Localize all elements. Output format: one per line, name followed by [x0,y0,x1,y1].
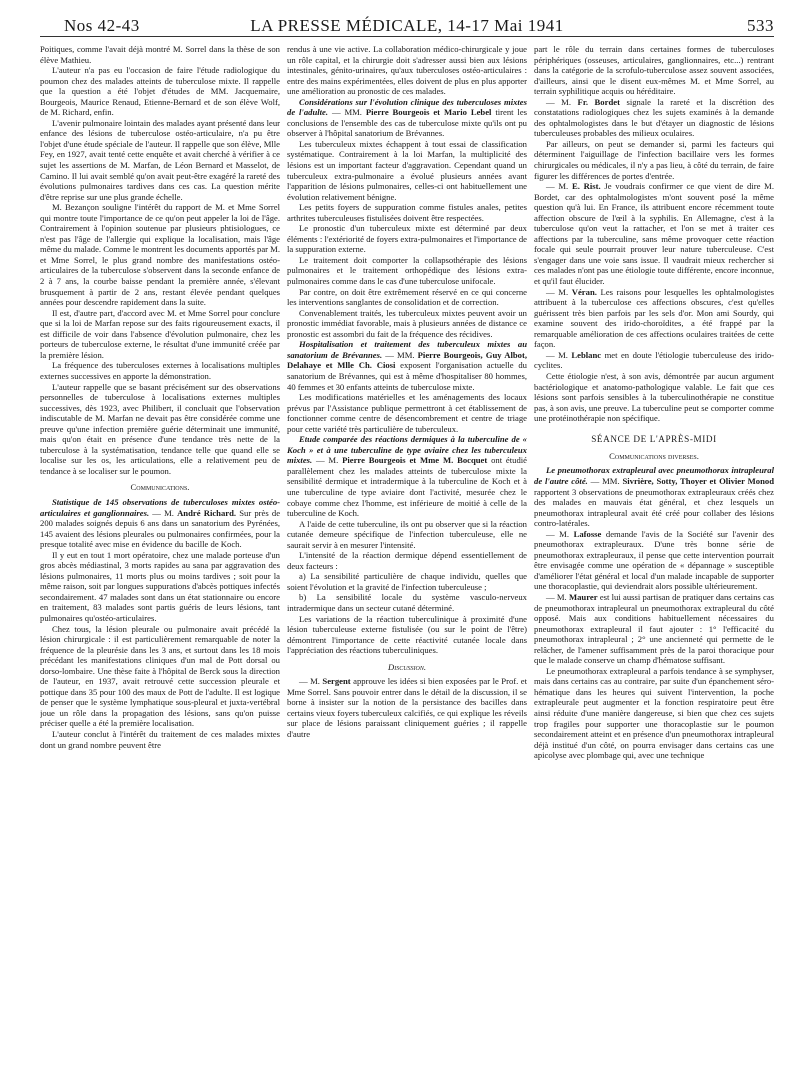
body-paragraph: Poitiques, comme l'avait déjà montré M. Sorrel dans la thèse de son élève Mathieu. [40,44,280,65]
speaker-prefix: — M. [546,349,572,360]
speaker-prefix: — M. [546,96,578,107]
body-paragraph: Les variations de la réaction tuberculinique à proximité d'une lésion tuberculeuse externe fistulisée (ou sur le point de l'être) démontrent l'importance de cette réactivité cutanée locale dans l'appréciation des réactions tuberculiniques. [287,613,527,656]
communication-paragraph [534,529,774,592]
speaker-prefix: — M. [152,507,178,518]
body-paragraph: Le traitement doit comporter la collapsothérapie des lésions pulmonaires et le traitement orthopédique des lésions extra-pulmonaires comme dans le cas d'une tuberculose unifocale. [287,254,527,287]
paragraph-text: exposent l'organisation actuelle du sanatorium de Brévannes, qui est à même d'hospitaliser 80 hommes, 40 femmes et 30 enfants atteints de tuberculose mixte. [287,360,527,392]
author-names: Sivrière, Sotty, Thoyer et Olivier Monod [622,476,774,486]
body-paragraph: b) La sensibilité locale du système vasculo-nerveux intradermique dans un secteur cutané déterminé. [287,592,527,613]
speaker-prefix: — MM. [385,349,418,360]
speaker-prefix: — MM. [331,107,366,118]
page-header [40,16,774,42]
paragraph-text: Sur près de 200 malades soignés depuis 6 ans dans un sanatorium des Pyrénées, 145 avaient des lésions pleurales ou pulmonaires confirmées, pour la presque totalité avec mise en évidence du bacille de Koch. [40,507,280,550]
paragraph-text: Les raisons pour lesquelles les ophtalmologistes attribuent à la tuberculose ces affections obscures, c'est qu'elles guérissent très bien parfois par les sels d'or. Mon ami Sourdy, qui examine souvent des irido-choroïdites, a été frappé par la remarquable amélioration de ces affections oculaires traitées de cette façon. [534,286,774,350]
communication-paragraph [534,350,774,371]
communication-title: Statistique de 145 observations de tuberculoses mixtes ostéo-articulaires et ganglionnaires. [40,496,280,518]
author-names: Véran. [571,286,597,297]
communication-title: Hospitalisation et traitement des tuberculeux mixtes au sanatorium de Brévannes. [287,339,527,360]
section-heading: Discussion. [387,661,427,672]
communication-paragraph [287,434,527,518]
body-paragraph: Convenablement traités, les tuberculeux mixtes peuvent avoir un pronostic immédiat favorable, mais à plusieurs années de distance ce pronostic est assombri du fait de la fréquence des récidives. [287,307,527,339]
speaker-prefix: — M. [546,528,574,539]
body-paragraph: L'auteur rappelle que se basant précisément sur des observations personnelles de tuberculose à localisations externes multiples successives, dès 1923, avec Philibert, il concluait que l'observation indiscutable de M. Marfan ne devait pas être considérée comme une preuve qu'une infection première guérie déterminait une immunité, mais qu'on était en présence d'une tendance très nette de la tuberculose à la systématisation, tendance telle que quand elle se localise sur les os, les articulations, elle a relativement peu de tendance à se localiser sur le poumon. [40,381,280,476]
author-names: Pierre Bourgeois et Mme M. Bocquet [342,455,488,466]
communication-title: Le pneumothorax extrapleural avec pneumothorax intrapleural de l'autre côté. [534,465,774,486]
speaker-prefix: — M. [546,592,569,603]
author-names: Fr. Bordet [577,96,620,107]
body-paragraph: Le pronostic d'un tuberculeux mixte est déterminé par deux éléments : l'extériorité de foyers extra-pulmonaires et l'importance de la suppuration externe. [287,223,527,255]
section-heading: Communications. [130,482,190,493]
column-1 [40,44,280,1074]
author-names: Pierre Bourgeois, Guy Albot, Delahaye et Mlle Ch. Ciosi [287,349,527,371]
paragraph-text: tirent les conclusions de l'ensemble des cas de tuberculose mixte qu'ils ont pu observer à l'hôpital sanatorium de Brévannes. [287,107,527,139]
communication-paragraph [40,497,280,550]
communication-paragraph [534,181,774,286]
session-heading: SÉANCE DE L'APRÈS-MIDI [591,433,717,444]
body-paragraph: Le pneumothorax extrapleural a parfois tendance à se symphyser, mais dans certains cas au contraire, par suite d'un épanchement séro-hématique dans les heures qui suivent l'intervention, la poche extrapleurale peut augmenter et la fonction respiratoire peut être ainsi réduite d'une manière dangereuse, si bien que chez ces sujets trop fragiles pour supporter une thoracoplastie sur le poumon secondairement atteint et en présence d'un pneumothorax intrapleural déjà institué d'un côté, on pourra envisager dans certains cas une apicolyse avec plombage qui, avec une technique [534,665,774,761]
body-paragraph: L'avenir pulmonaire lointain des malades ayant présenté dans leur enfance des lésions de tuberculose ostéo-articulaire, n'a pu être l'objet d'une étude spéciale de l'auteur. Il rappelle que son élève, Mlle Fey, en 1927, avait tenté cette enquête et avait cherché à vérifier à ce sujet les assertions de M. Marfan, de Léon Bernard et Masselot, de Camino. Il lui avait semblé qu'on avait peut-être exagéré la rareté des évolutions pulmonaires tardives dans ces cas. La question mérite d'être reprise sur une plus grande échelle. [40,117,280,202]
body-paragraph: Les tuberculeux mixtes échappent à tout essai de classification systématique. Contrairement à la loi Marfan, la multiplicité des lésions est un important facteur d'aggravation. Cependant quand un tuberculeux extra-pulmonaire a évolué plusieurs années avant l'apparition de lésions pulmonaires, celles-ci ont habituellement une évolution relativement bénigne. [287,138,527,202]
communication-paragraph [534,592,774,666]
author-names: Sergent [322,676,351,687]
communication-paragraph [287,97,527,139]
body-paragraph: a) La sensibilité particulière de chaque individu, quelles que soient l'évolution et la gravité de l'infection tuberculeuse ; [287,571,527,592]
communication-paragraph [287,339,527,392]
body-paragraph: L'intensité de la réaction dermique dépend essentiellement de deux facteurs : [287,550,527,571]
communication-paragraph [534,287,774,350]
author-names: Pierre Bourgeois et Mario Lebel [365,107,492,118]
author-names: Maurer [568,592,598,603]
paragraph-text: ont étudié parallèlement chez les malades atteints de tuberculose mixte la sensibilité dermique et intradermique à la tuberculine de Koch et à une tuberculine de type aviaire dont l'activité, mesurée chez le cobaye comme chez l'homme, est inférieure de moitié à celle de la tuberculine de Koch. [287,455,527,519]
body-paragraph: Il y eut en tout 1 mort opératoire, chez une malade porteuse d'un gros abcès médiastinal, 3 morts rapides au sana par aggravation des lésions pulmonaires, 11 morts plus ou moins tardives ; soit pour la même raison, soit par longues suppurations d'abcès pottiques infectés secondairement. 47 malades sont dans un état stationnaire ou encore en traitement, 83 malades sont partis guéris de leurs lésions, tant pulmonaires qu'ostéo-articulaires. [40,549,280,623]
speaker-prefix: — M. [315,455,343,466]
body-paragraph: L'auteur n'a pas eu l'occasion de faire l'étude radiologique du poumon chez des malades atteints de tuberculose mixte. Il rappelle que la question a été l'objet d'études de MM. Jacquemaire, Bourgeois, Maurice Renaud, Etienne-Bernard et de son élève Wolf, de M. Richard, enfin. [40,65,280,118]
paragraph-text: est lui aussi partisan de pratiquer dans certains cas de pneumothorax intrapleural un pneumothorax extrapleural du côté opposé. Mais aux conditions habituellement nécessaires du pneumothorax extrapleural il faut ajouter : 1° l'efficacité du pneumothorax intrapleural ; 2° une ancienneté qui permette de le relâcher, de l'amener suffisamment près de la paroi thoracique pour que le malade conserve un champ d'hématose suffisant. [534,592,774,666]
speaker-prefix: — MM. [590,476,623,486]
communication-title: Considérations sur l'évolution clinique des tuberculoses mixtes de l'adulte. [287,96,527,118]
author-names: André Richard. [177,507,237,518]
body-paragraph: La fréquence des tuberculoses externes à localisations multiples externes successives en apporte la démonstration. [40,360,280,381]
speaker-prefix: — M. [299,676,323,687]
communication-paragraph [534,97,774,139]
body-paragraph: part le rôle du terrain dans certaines formes de tuberculoses périphériques (osseuses, articulaires, ganglionnaires, etc...) rentrant dans la catégorie de la scrofulo-tuberculose assez souvent associées, d'ailleurs, ainsi que le disent eux-mêmes M. et Mme Sorrel, au terrain syphilitique acquis ou héréditaire. [534,44,774,97]
communication-paragraph [287,676,527,739]
issue-number: Nos 42-43 [64,16,140,35]
column-3 [534,44,774,1074]
body-paragraph: M. Bezançon souligne l'intérêt du rapport de M. et Mme Sorrel qui montre toute l'importance de ce qu'on peut appeler la loi de l'âge. Contrairement à l'opinion soutenue par plusieurs phtisiologues, ce n'est pas l'âge de l'allergie qui explique la localisation, mais l'âge même du malade. Comme le montrent les documents apportés par M. et Mme Sorrel, le plus grand nombre des manifestations ostéo-articulaires de la tuberculose s'observent dans la seconde enfance de 2 à 7 ans, la courbe baisse pendant la première année, s'élevant brusquement à partir de 2 ans, restant élevée pendant quelques années pour descendre rapidement dans la suite. [40,202,280,308]
body-paragraph: A l'aide de cette tuberculine, ils ont pu observer que si la réaction cutanée demeure spécifique de l'infection tuberculeuse, elle ne saurait servir à en mesurer l'intensité. [287,518,527,550]
paragraph-text: signale la rareté et la discrétion des constatations radiologiques chez les sujets examinés à la demande des ophtalmologistes dans le but d'étayer un diagnostic de lésions tuberculeuses probables des milieux oculaires. [534,96,774,139]
speaker-prefix: — M. [546,181,572,192]
body-paragraph: L'auteur conclut à l'intérêt du traitement de ces malades mixtes dont un grand nombre peuvent être [40,729,280,750]
communication-title: Etude comparée des réactions dermiques à la tuberculine de « Koch » et à une tuberculine de type aviaire chez les tuberculeux mixtes. [287,434,527,466]
header-rule [40,36,774,37]
body-paragraph: Par contre, on doit être extrêmement réservé en ce qui concerne les interventions sanglantes de consolidation et de correction. [287,286,527,308]
paragraph-text: Je voudrais confirmer ce que vient de dire M. Bordet, car des ophtalmologistes m'ont souvent posé la même question qu'à lui. En France, ils attribuent encore récemment toute affection obscure de l'œil à la syphilis. En Allemagne, c'est à la tuberculose qu'on veut la rattacher, et l'on se met à traiter ces affections par la tuberculine, sans même provoquer cette réaction focale qui seule pourrait prouver leur nature tuberculeuse. C'est s'engager dans une voie sans issue. Il vaudrait mieux rechercher si ces malades n'ont pas une étiologie toute différente, encore inconnue, et qu'il faut élucider. [534,181,774,287]
section-heading: Communications diverses. [609,450,699,461]
paragraph-text: rapportent 3 observations de pneumothorax extrapleuraux créés chez des malades en mauvais état général, et chez lesquels un pneumothorax intrapleural avait été créé pour collaber des lésions contro-latérales. [534,486,774,529]
body-paragraph: Par ailleurs, on peut se demander si, parmi les facteurs qui déterminent l'aiguillage de l'infection bacillaire vers les formes chirurgicales ou médicales, il n'y a pas lieu, à côté du terrain, de faire figurer les différences de portes d'entrée. [534,138,774,181]
author-names: E. Rist. [571,181,601,192]
body-paragraph: Chez tous, la lésion pleurale ou pulmonaire avait précédé la lésion chirurgicale : il est particulièrement remarquable de noter la fréquence de la pleurésie dans les 3 ans, et surtout dans les 18 mois précédant les manifestations cliniques d'un mal de Pott dorsal ou dorso-lombaire. Une thèse faite à l'hôpital de Berck sous la direction de l'auteur, en 1937, avait retrouvé cette succession pleurale et pottique dans 35 pour 100 des maux de Pott de l'adulte. Il est logique de penser que le système lymphatique sous-pleural et juxta-vertébral joue un rôle dans la propagation des lésions, sans qu'on puisse préciser quelle a été la première localisation. [40,623,280,729]
page-number: 533 [747,16,774,35]
column-2 [287,44,527,1074]
communication-paragraph [534,465,774,528]
body-paragraph: rendus à une vie active. La collaboration médico-chirurgicale y joue un rôle capital, et la chirurgie doit s'adresser aussi bien aux lésions intestinales, génito-urinaires, qu'aux tuberculoses ostéo-articulaires : entre des mains expérimentées, elles doivent de plus en plus apporter une amélioration au pronostic de ces malades. [287,44,527,97]
author-names: Lafosse [573,528,602,539]
paragraph-text: demande l'avis de la Société sur l'avenir des pneumothorax extrapleuraux. D'une très bonne série de pneumothorax extrapleuraux, il pense que cette intervention pourrait être envisagée comme une opération de « dépannage » susceptible d'améliorer l'état général et local d'un malade incapable de supporter une thoracoplastie, qui deviendrait alors possible ultérieurement. [534,528,774,592]
body-paragraph: Il est, d'autre part, d'accord avec M. et Mme Sorrel pour conclure que si la loi de Marfan repose sur des faits rigoureusement exacts, il est difficile de voir dans l'absence d'évolution pulmonaire, chez les porteurs de tuberculose externe, le résultat d'une immunité créée par la première lésion. [40,307,280,360]
speaker-prefix: — M. [546,286,572,297]
body-paragraph: Cette étiologie n'est, à son avis, démontrée par aucun argument bactériologique et anatomo-pathologique valable. Le fait que ces lésions sont parfois sensibles à la tuberculinothérapie ne constitue pas, à son avis, une preuve. La tuberculine peut se comporter comme une protéinothérapie non spécifique. [534,370,774,424]
paragraph-text: approuve les idées si bien exposées par le Prof. et Mme Sorrel. Sans pouvoir entrer dans le détail de la discussion, il se borne à insister sur la notion de la persistance des bacilles dans certains vieux foyers tuberculeux calcifiés, ce qui explique les réveils sur place de lésions paraissant cliniquement guéries ; il rappelle d'autre [287,676,527,739]
journal-title: LA PRESSE MÉDICALE, 14-17 Mai 1941 [250,16,564,35]
author-names: Leblanc [571,349,602,360]
body-paragraph: Les modifications matérielles et les aménagements des locaux prévus par l'Assistance publique permettront à cet établissement de fonctionner comme centre de désencombrement et centre de triage pour cette variété très particulière de tuberculeux. [287,392,527,434]
paragraph-text: met en doute l'étiologie tuberculeuse des irido-cyclites. [534,349,774,371]
body-paragraph: Les petits foyers de suppuration comme fistules anales, petites arthrites tuberculeuses fistulisées doivent être respectées. [287,202,527,223]
